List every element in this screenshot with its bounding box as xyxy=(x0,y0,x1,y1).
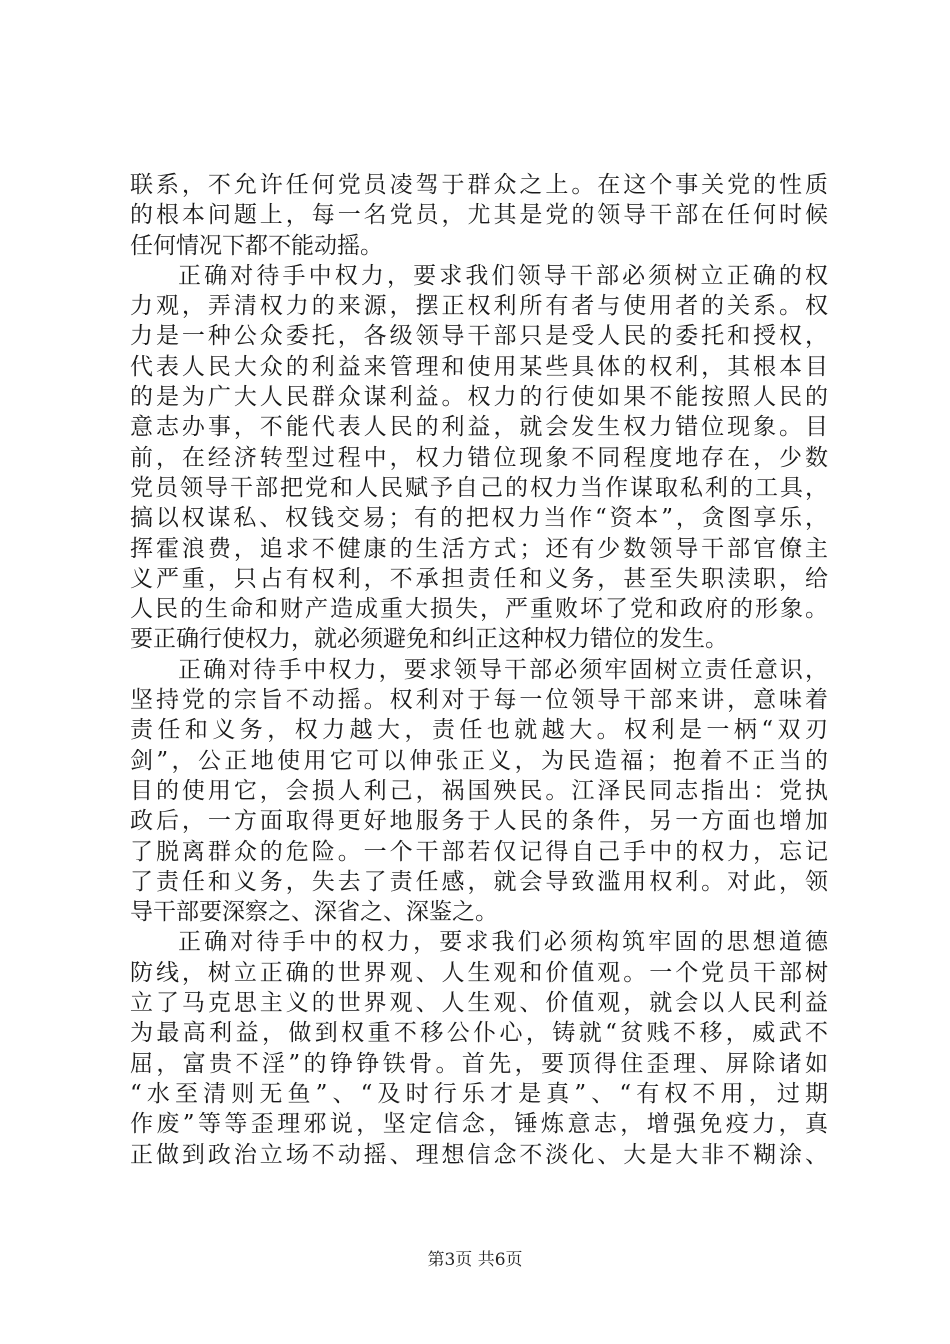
text-line: 要正确行使权力，就必须避免和纠正这种权力错位的发生。 xyxy=(130,626,728,653)
text-line: 剑”，公正地使用它可以伸张正义，为民造福；抱着不正当的 xyxy=(130,747,828,774)
page-footer: 第3页 共6页 xyxy=(427,1250,523,1270)
text-line: 政后，一方面取得更好地服务于人民的条件，另一方面也增加 xyxy=(130,808,828,835)
text-line: 为最高利益，做到权重不移公仆心，铸就“贫贱不移，威武不 xyxy=(130,1020,828,1047)
text-line: 了脱离群众的危险。一个干部若仅记得自己手中的权力，忘记 xyxy=(130,838,828,865)
text-line: 责任和义务，权力越大，责任也就越大。权利是一柄“双刃 xyxy=(130,717,828,744)
text-line: 防线，树立正确的世界观、人生观和价值观。一个党员干部树 xyxy=(130,959,828,986)
body-text xyxy=(130,170,828,1170)
text-line: 义严重，只占有权利，不承担责任和义务，甚至失职渎职，给 xyxy=(130,565,828,592)
text-line: 前，在经济转型过程中，权力错位现象不同程度地存在，少数 xyxy=(130,444,828,471)
text-line: 党员领导干部把党和人民赋予自己的权力当作谋取私利的工具， xyxy=(130,474,828,501)
text-line: 正确对待手中权力，要求领导干部必须牢固树立责任意识， xyxy=(178,656,828,683)
text-line: 屈，富贵不淫”的铮铮铁骨。首先，要顶得住歪理、屏除诸如 xyxy=(130,1050,828,1077)
text-line: 挥霍浪费，追求不健康的生活方式；还有少数领导干部官僚主 xyxy=(130,535,828,562)
text-line: “水至清则无鱼”、“及时行乐才是真”、“有权不用，过期 xyxy=(130,1080,828,1107)
text-line: 力是一种公众委托，各级领导干部只是受人民的委托和授权， xyxy=(130,323,828,350)
text-line: 了责任和义务，失去了责任感，就会导致滥用权利。对此，领 xyxy=(130,868,828,895)
text-line: 人民的生命和财产造成重大损失，严重败坏了党和政府的形象。 xyxy=(130,596,828,623)
text-line: 坚持党的宗旨不动摇。权利对于每一位领导干部来讲，意味着 xyxy=(130,687,828,714)
text-line: 搞以权谋私、权钱交易；有的把权力当作“资本”，贪图享乐， xyxy=(130,505,828,532)
text-line: 正做到政治立场不动摇、理想信念不淡化、大是大非不糊涂、 xyxy=(130,1141,828,1168)
text-line: 的根本问题上，每一名党员，尤其是党的领导干部在任何时候 xyxy=(130,202,828,229)
text-line: 目的使用它，会损人利己，祸国殃民。江泽民同志指出：党执 xyxy=(130,777,828,804)
text-line: 导干部要深察之、深省之、深鉴之。 xyxy=(130,899,498,926)
text-line: 任何情况下都不能动摇。 xyxy=(130,232,383,259)
text-line: 意志办事，不能代表人民的利益，就会发生权力错位现象。目 xyxy=(130,414,828,441)
text-line: 代表人民大众的利益来管理和使用某些具体的权利，其根本目 xyxy=(130,353,828,380)
text-line: 正确对待手中权力，要求我们领导干部必须树立正确的权 xyxy=(178,262,828,289)
text-line: 力观，弄清权力的来源，摆正权利所有者与使用者的关系。权 xyxy=(130,293,828,320)
text-line: 的是为广大人民群众谋利益。权力的行使如果不能按照人民的 xyxy=(130,384,828,411)
text-line: 立了马克思主义的世界观、人生观、价值观，就会以人民利益 xyxy=(130,990,828,1017)
text-line: 联系，不允许任何党员凌驾于群众之上。在这个事关党的性质 xyxy=(130,172,828,198)
text-line: 作废”等等歪理邪说，坚定信念，锤炼意志，增强免疫力，真 xyxy=(130,1111,828,1138)
text-line: 正确对待手中的权力，要求我们必须构筑牢固的思想道德 xyxy=(178,929,828,956)
